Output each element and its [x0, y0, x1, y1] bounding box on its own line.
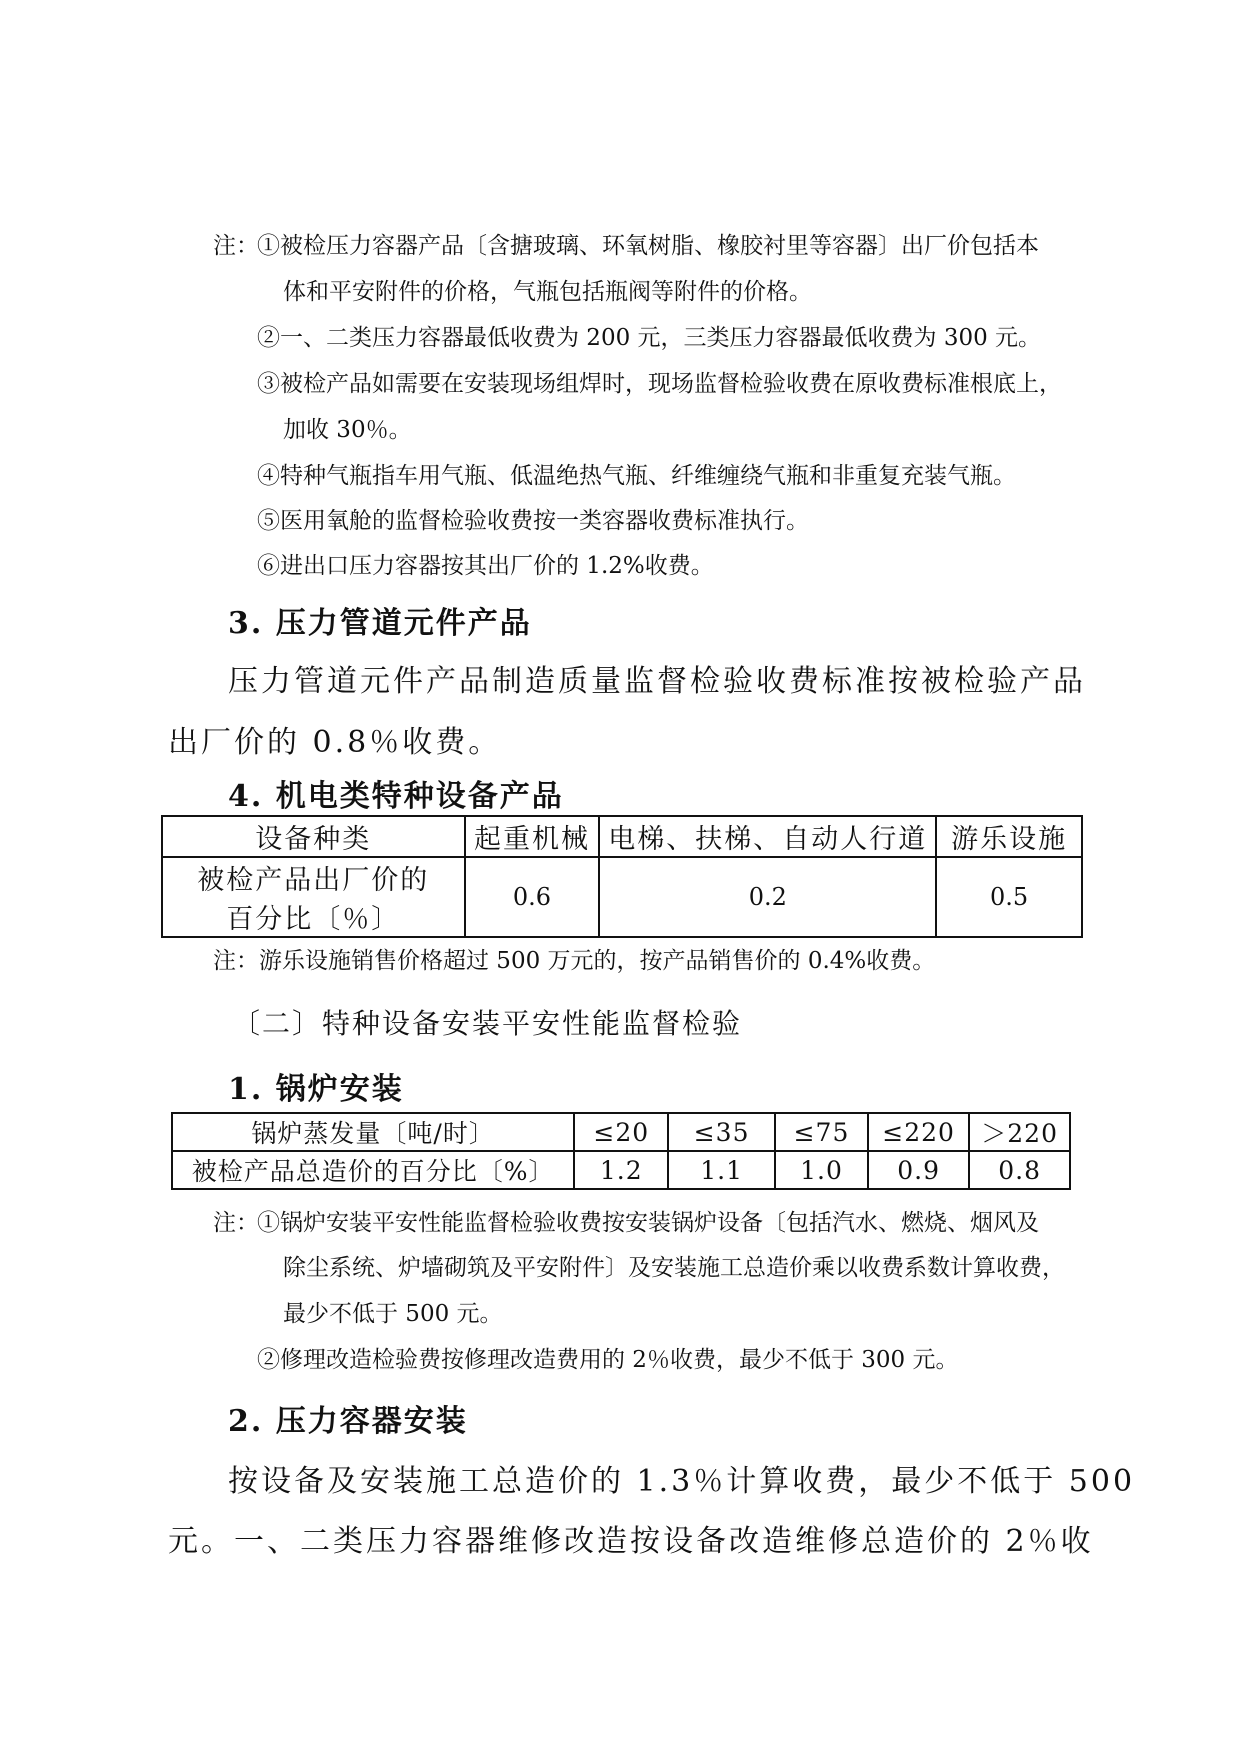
- table-header-cell: 游乐设施: [936, 816, 1082, 857]
- section-4-heading: 4. 机电类特种设备产品: [228, 779, 564, 814]
- table-header-cell: 电梯、扶梯、自动人行道: [599, 816, 936, 857]
- note-3-line-1: ③被检产品如需要在安装现场组焊时，现场监督检验收费在原收费标准根底上，: [257, 371, 1062, 397]
- note-3-line-2: 加收 30％。: [283, 417, 412, 443]
- table-cell: 0.5: [936, 857, 1082, 937]
- note-prefix: 注：: [213, 233, 259, 259]
- table-row-label: [162, 857, 465, 937]
- note-2: ②一、二类压力容器最低收费为 200 元，三类压力容器最低收费为 300 元。: [257, 325, 1042, 351]
- table-header-cell: 设备种类: [162, 816, 465, 857]
- table-cell: ＞220: [969, 1113, 1070, 1151]
- boiler-rate-table: [171, 1112, 1071, 1190]
- note-1-line-1: ①被检压力容器产品〔含搪玻璃、环氧树脂、橡胶衬里等容器〕出厂价包括本: [257, 233, 1039, 259]
- table-cell: 1.0: [775, 1151, 868, 1189]
- table-cell: 0.2: [599, 857, 936, 937]
- row-label-line-2: 百分比〔％〕: [226, 904, 401, 935]
- note-4: ④特种气瓶指车用气瓶、低温绝热气瓶、纤维缠绕气瓶和非重复充装气瓶。: [257, 463, 1016, 489]
- table-cell: 0.6: [465, 857, 600, 937]
- table-header-cell: 锅炉蒸发量〔吨/时〕: [172, 1113, 574, 1151]
- boiler-note-1-line-1: ①锅炉安装平安性能监督检验收费按安装锅炉设备〔包括汽水、燃烧、烟风及: [257, 1210, 1039, 1236]
- table-cell: 0.9: [868, 1151, 969, 1189]
- boiler-install-heading: 1. 锅炉安装: [228, 1072, 404, 1107]
- section-3-heading: 3. 压力管道元件产品: [228, 606, 532, 641]
- boiler-note-1-line-3: 最少不低于 500 元。: [283, 1301, 503, 1327]
- table-cell: ≤220: [868, 1113, 969, 1151]
- equipment-rate-table: [161, 815, 1083, 938]
- section-3-paragraph-line-1: 压力管道元件产品制造质量监督检验收费标准按被检验产品: [228, 664, 1086, 699]
- note-1-line-2: 体和平安附件的价格，气瓶包括瓶阀等附件的价格。: [283, 279, 812, 305]
- table-row-label: 被检产品总造价的百分比〔%〕: [172, 1151, 574, 1189]
- boiler-note-1-line-2: 除尘系统、炉墙砌筑及平安附件〕及安装施工总造价乘以收费系数计算收费，: [283, 1255, 1065, 1281]
- table-cell: ≤20: [574, 1113, 668, 1151]
- row-label-line-1: 被检产品出厂价的: [197, 865, 430, 896]
- note-5: ⑤医用氧舱的监督检验收费按一类容器收费标准执行。: [257, 508, 809, 534]
- boiler-note-2: ②修理改造检验费按修理改造费用的 2％收费，最少不低于 300 元。: [257, 1347, 959, 1373]
- vessel-install-heading: 2. 压力容器安装: [228, 1404, 468, 1439]
- table-cell: 0.8: [969, 1151, 1070, 1189]
- table-header-cell: 起重机械: [465, 816, 600, 857]
- note-6: ⑥进出口压力容器按其出厂价的 1.2%收费。: [257, 553, 714, 579]
- boiler-note-prefix: 注：: [213, 1210, 259, 1236]
- table-cell: ≤75: [775, 1113, 868, 1151]
- vessel-install-paragraph-line-1: 按设备及安装施工总造价的 1.3％计算收费，最少不低于 500: [228, 1464, 1136, 1499]
- section-3-paragraph-line-2: 出厂价的 0.8％收费。: [168, 725, 502, 760]
- table-cell: 1.2: [574, 1151, 668, 1189]
- table-cell: 1.1: [668, 1151, 775, 1189]
- vessel-install-paragraph-line-2: 元。一、二类压力容器维修改造按设备改造维修总造价的 2％收: [168, 1524, 1094, 1559]
- table-cell: ≤35: [668, 1113, 775, 1151]
- section-4-note: 注：游乐设施销售价格超过 500 万元的，按产品销售价的 0.4%收费。: [213, 948, 936, 974]
- part-2-heading: 〔二〕特种设备安装平安性能监督检验: [232, 1007, 743, 1040]
